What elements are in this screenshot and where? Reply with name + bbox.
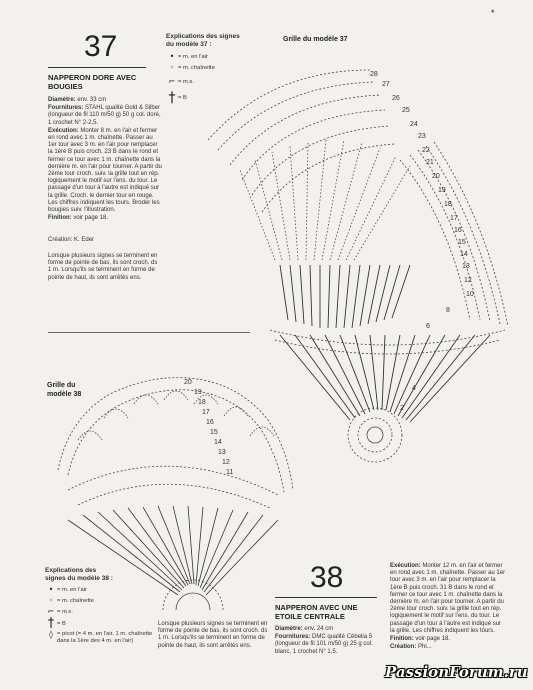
row-number: 20 [432, 173, 440, 180]
legend-title: Explications des signes du modèle 38 : [45, 567, 113, 582]
model-38-number: 38 [310, 561, 344, 594]
model-38-materials: Diamètre: env. 24 cm Fournitures: DMC qualité Cébelia 5 (longueur de fil 101 m/50 g) 25 g col. blanc, 1 crochet N° 1,5. [275, 626, 373, 655]
row-number: 12 [222, 459, 230, 466]
row-number: 18 [198, 399, 206, 406]
row-number: 28 [370, 71, 378, 78]
divider [275, 597, 377, 598]
row-numbers-37 [370, 71, 474, 412]
section-divider [48, 332, 250, 333]
row-number: 17 [450, 215, 458, 222]
row-number: 10 [466, 291, 474, 298]
legend-row: ◦ = m. chaînette [166, 64, 246, 72]
row-number: 14 [214, 439, 222, 446]
row-number: 25 [402, 107, 410, 114]
row-number: 15 [458, 239, 466, 246]
row-number: 18 [444, 201, 452, 208]
row-number: 21 [426, 159, 434, 166]
row-number: 8 [446, 307, 450, 314]
row-number: 23 [418, 133, 426, 140]
row-number: 22 [422, 147, 430, 154]
row-number: 16 [454, 227, 462, 234]
air-stitch-icon: • [48, 585, 54, 594]
legend-row: • = m. en l'air [45, 586, 157, 594]
model-37-number: 37 [84, 30, 118, 63]
row-number: 13 [462, 263, 470, 270]
slip-stitch-icon: ◦ [48, 596, 54, 605]
picot-icon: ◊ [49, 630, 53, 639]
divider [48, 67, 146, 68]
grid-37-title: Grille du modèle 37 [283, 36, 348, 43]
legend-row: ◊ = picot (= 4 m. en l'air, 1 m. chaînette dans la 1ère des 4 m. en l'air) [45, 631, 157, 645]
legend-row: † = B [166, 94, 246, 102]
legend-row: ⌐ = m.s. [45, 608, 157, 616]
row-number: 2 [400, 405, 404, 412]
double-crochet-icon: † [168, 90, 176, 106]
model-38-instructions: Exécution: Monter 12 m. en l'air et fermer en rond avec 1 m. chaînette. Passer au 1er tour avec 3 m. en l'air pour remplacer la 1ère B puis croch. 31 B dans le rond et fermer ce tour avec 1 m. chaînette dans la dernière m. en l'air pour tourner. A partir du 2ème tour croch. suiv. la grille tout en rép. logiquement le motif sur l'ens. du tour. Le passage d'un tour à l'autre est indiqué sur la grille. Les chiffres indiquent les tours. Finition: voir page 18. Création: Phi... [390, 563, 506, 651]
row-number: 12 [464, 277, 472, 284]
row-number: 26 [392, 95, 400, 102]
row-number: 17 [202, 409, 210, 416]
model-37-title: NAPPERON DORE AVEC BOUGIES [48, 73, 137, 91]
row-number: 27 [382, 81, 390, 88]
model-37-note: Lorsque plusieurs signes se terminent en forme de pointe de bas, ils sont croch. ds 1 m. Lorsqu'ils se terminent en forme de pointe de haut, ils sont arrêtés ens. [48, 253, 158, 281]
row-number: 19 [438, 187, 446, 194]
row-number: 4 [412, 385, 416, 392]
row-number: 14 [460, 251, 468, 258]
double-crochet-icon: † [47, 616, 55, 631]
legend-title: Explications des signes du modèle 37 : [166, 33, 240, 48]
row-number: 20 [184, 379, 192, 386]
model-38-title: NAPPERON AVEC UNE ETOILE CENTRALE [275, 603, 358, 621]
row-number: 11 [226, 469, 234, 476]
row-number: 16 [206, 419, 214, 426]
legend-row: ◦ = m. chaînette [45, 597, 157, 605]
watermark: PassionForum.ru [385, 663, 528, 681]
model-38-note: Lorsque plusieurs signes se terminent en forme de pointe de bas, ils sont croch. ds 1 m. Lorsqu'ils se terminent en forme de pointe de haut, ils sont arrêtés ens. [158, 621, 268, 649]
row-number: 19 [194, 389, 202, 396]
row-number: 13 [218, 449, 226, 456]
legend-row: • = m. en l'air [166, 53, 246, 61]
model-37-creation: Création: K. Eder [48, 237, 95, 243]
single-crochet-icon: ⌐ [168, 77, 176, 86]
slip-stitch-icon: ◦ [169, 63, 175, 72]
grid-38-title: Grille du modèle 38 [47, 382, 82, 398]
row-number: 24 [410, 121, 418, 128]
single-crochet-icon: ⌐ [47, 607, 55, 616]
page-mark: * [491, 8, 495, 18]
row-number: 15 [210, 429, 218, 436]
air-stitch-icon: • [169, 52, 175, 61]
row-number: 6 [426, 323, 430, 330]
legend-row: ⌐ = m.s. [166, 78, 246, 86]
legend-row: † = B [45, 620, 157, 628]
model-37-instructions: Diamètre: env. 33 cm Fournitures: STAHL qualité Gold & Silber (longueur de fil 110 m/50 g) 50 g col. doré, 1 crochet N° 2-2,5. Exécution: Monter 8 m. en l'air et fermer en rond avec 1 m. chaînette. Passer au 1er tour avec 3 m. en l'air pour remplacer la 1ère B puis croch. 23 B dans le rond et fermer ce tour avec 1 m. chaînette dans la dernière m. en l'air pour tourner. A partir du 2ème tour croch. suiv. la grille tout en rép. logiquement le motif sur l'ens. du tour. Le passage d'un tour à l'autre est indiqué sur la grille. Croch. le dernier tour en rouge. Les chiffres indiquent les tours. Broder les bougies suiv. l'illustration. Finition: voir page 18. [48, 97, 162, 222]
model-38-legend [45, 567, 157, 648]
